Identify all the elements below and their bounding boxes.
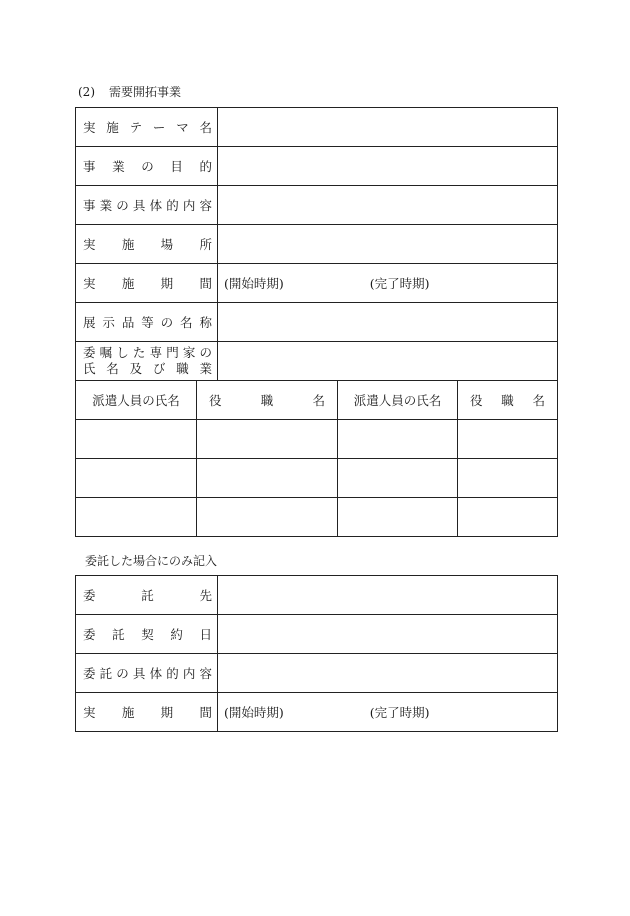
row-exhibits <box>76 303 558 342</box>
label-character: び <box>152 361 166 376</box>
label-character: 具 <box>132 666 146 681</box>
label-character: 的 <box>166 666 179 681</box>
label-character: 体 <box>149 198 163 213</box>
label-character: の <box>141 159 154 174</box>
dispatch-position-cell[interactable] <box>197 420 338 459</box>
period-start-label: (開始時期) <box>224 276 284 291</box>
label-character: の <box>160 315 174 330</box>
label-character: 委 <box>83 666 96 681</box>
label-character: 実 <box>83 120 96 135</box>
label-character: 所 <box>199 237 212 252</box>
dispatch-row <box>76 459 558 498</box>
label-character: 容 <box>199 198 212 213</box>
label-character: の <box>116 666 129 681</box>
spaced-label-text <box>458 391 557 409</box>
exhibits-field[interactable] <box>218 303 558 342</box>
label-character: 期 <box>160 276 174 291</box>
dispatch-position-cell[interactable] <box>197 459 338 498</box>
row-theme-name <box>76 108 558 147</box>
label-location <box>76 225 218 264</box>
section-number: (2) <box>78 85 95 99</box>
label-character: 名 <box>180 315 193 330</box>
label-character: 家 <box>182 345 196 360</box>
label-character: 嘱 <box>99 345 113 360</box>
project-details-table <box>75 107 558 537</box>
dispatch-position-cell[interactable] <box>458 459 558 498</box>
spaced-label-text <box>83 361 212 377</box>
period-end-label: (完了時期) <box>369 276 430 291</box>
dispatch-position-cell[interactable] <box>197 498 338 537</box>
spaced-label-text <box>83 345 212 361</box>
label-character: 託 <box>141 588 154 603</box>
header-dispatch-name-2: 派遣人員の氏名 <box>338 381 458 420</box>
section-title-text: 需要開拓事業 <box>109 85 182 99</box>
label-character: 専 <box>149 345 163 360</box>
label-character: 事 <box>83 198 96 213</box>
label-character: 約 <box>170 627 183 642</box>
label-character: 目 <box>170 159 183 174</box>
label-character: 託 <box>112 627 125 642</box>
label-character: 門 <box>166 345 179 360</box>
label-character: 容 <box>199 666 212 681</box>
label-contract-date <box>76 615 218 654</box>
spaced-label-text <box>83 625 212 643</box>
header-position-2 <box>458 381 558 420</box>
label-purpose <box>76 147 218 186</box>
label-character: 契 <box>141 627 154 642</box>
consignment-details-field[interactable] <box>218 654 558 693</box>
label-character: 名 <box>106 361 119 376</box>
period-start-label: (開始時期) <box>224 705 284 720</box>
label-period <box>76 264 218 303</box>
label-character: 展 <box>83 315 96 330</box>
row-experts <box>76 342 558 381</box>
dispatch-row <box>76 498 558 537</box>
label-character: 先 <box>199 588 212 603</box>
label-character: 期 <box>160 705 174 720</box>
label-character: 託 <box>99 666 113 681</box>
label-character: 委 <box>83 627 96 642</box>
label-character: 品 <box>121 315 135 330</box>
label-character: 職 <box>501 393 514 408</box>
spaced-label-text <box>197 391 337 409</box>
label-character: 示 <box>102 315 115 330</box>
dispatch-name-cell[interactable] <box>338 498 458 537</box>
label-character: 施 <box>121 705 135 720</box>
row-consignment-details <box>76 654 558 693</box>
dispatch-position-cell[interactable] <box>458 420 558 459</box>
label-experts <box>76 342 218 381</box>
label-character: 及 <box>129 361 143 376</box>
location-field[interactable] <box>218 225 558 264</box>
label-character: 等 <box>141 315 154 330</box>
label-character: 委 <box>83 345 96 360</box>
purpose-field[interactable] <box>218 147 558 186</box>
spaced-label-text <box>83 703 212 721</box>
header-dispatch-name-1: 派遣人員の氏名 <box>76 381 197 420</box>
label-character: 事 <box>83 159 96 174</box>
row-location <box>76 225 558 264</box>
spaced-label-text <box>83 118 212 136</box>
contract-date-field[interactable] <box>218 615 558 654</box>
label-character: 実 <box>83 705 96 720</box>
label-character: 施 <box>121 276 135 291</box>
dispatch-name-cell[interactable] <box>338 459 458 498</box>
label-character: 職 <box>176 361 189 376</box>
label-character: テ <box>129 120 143 135</box>
label-character: 名 <box>199 120 212 135</box>
period-field[interactable] <box>218 264 558 303</box>
label-character: 業 <box>99 198 113 213</box>
label-character: の <box>116 198 129 213</box>
dispatch-name-cell[interactable] <box>76 498 197 537</box>
label-character: 氏 <box>83 361 96 376</box>
row-consignment-period <box>76 693 558 732</box>
label-consignment-period <box>76 693 218 732</box>
label-theme-name <box>76 108 218 147</box>
header-position-1 <box>197 381 338 420</box>
row-period <box>76 264 558 303</box>
spaced-label-text <box>83 274 212 292</box>
dispatch-header-row <box>76 381 558 420</box>
dispatch-name-cell[interactable] <box>76 459 197 498</box>
label-character: 名 <box>532 393 546 408</box>
row-contract-date <box>76 615 558 654</box>
label-character: 場 <box>160 237 174 252</box>
label-character: 実 <box>83 276 96 291</box>
label-character: 施 <box>121 237 135 252</box>
label-character: 的 <box>166 198 179 213</box>
label-character: 具 <box>132 198 146 213</box>
row-purpose <box>76 147 558 186</box>
label-character: 的 <box>199 159 212 174</box>
spaced-label-text <box>83 313 212 331</box>
label-character: 間 <box>199 276 212 291</box>
label-character: 内 <box>182 198 196 213</box>
label-character: の <box>199 345 212 360</box>
spaced-label-text <box>83 586 212 604</box>
row-consignee <box>76 576 558 615</box>
label-character: 業 <box>112 159 125 174</box>
label-character: マ <box>176 120 189 135</box>
label-character: 体 <box>149 666 163 681</box>
row-details <box>76 186 558 225</box>
period-end-label: (完了時期) <box>369 705 430 720</box>
dispatch-position-cell[interactable] <box>458 498 558 537</box>
consignment-table <box>75 575 558 732</box>
spaced-label-text <box>83 157 212 175</box>
label-character: た <box>132 345 146 360</box>
consignment-note: 委託した場合にのみ記入 <box>85 554 218 568</box>
label-character: 日 <box>199 627 212 642</box>
consignee-field[interactable] <box>218 576 558 615</box>
label-character: 称 <box>199 315 212 330</box>
label-consignee <box>76 576 218 615</box>
label-character: 内 <box>182 666 196 681</box>
spaced-label-text <box>83 196 212 214</box>
label-character: 役 <box>470 393 483 408</box>
dispatch-name-cell[interactable] <box>76 420 197 459</box>
label-character: 実 <box>83 237 96 252</box>
label-character: 間 <box>199 705 212 720</box>
label-character: 職 <box>260 393 274 408</box>
dispatch-name-cell[interactable] <box>338 420 458 459</box>
details-field[interactable] <box>218 186 558 225</box>
label-character: 業 <box>199 361 212 376</box>
label-character: 委 <box>83 588 96 603</box>
consignment-period-field[interactable] <box>218 693 558 732</box>
label-character: 名 <box>312 393 325 408</box>
label-exhibits <box>76 303 218 342</box>
label-character: 役 <box>209 393 222 408</box>
label-character: ー <box>152 120 166 135</box>
label-character: し <box>116 345 129 360</box>
section-title <box>78 83 181 100</box>
spaced-label-text <box>83 664 212 682</box>
label-consignment-details <box>76 654 218 693</box>
experts-field[interactable] <box>218 342 558 381</box>
dispatch-row <box>76 420 558 459</box>
label-character: 施 <box>106 120 119 135</box>
theme-name-field[interactable] <box>218 108 558 147</box>
label-details <box>76 186 218 225</box>
spaced-label-text <box>83 235 212 253</box>
